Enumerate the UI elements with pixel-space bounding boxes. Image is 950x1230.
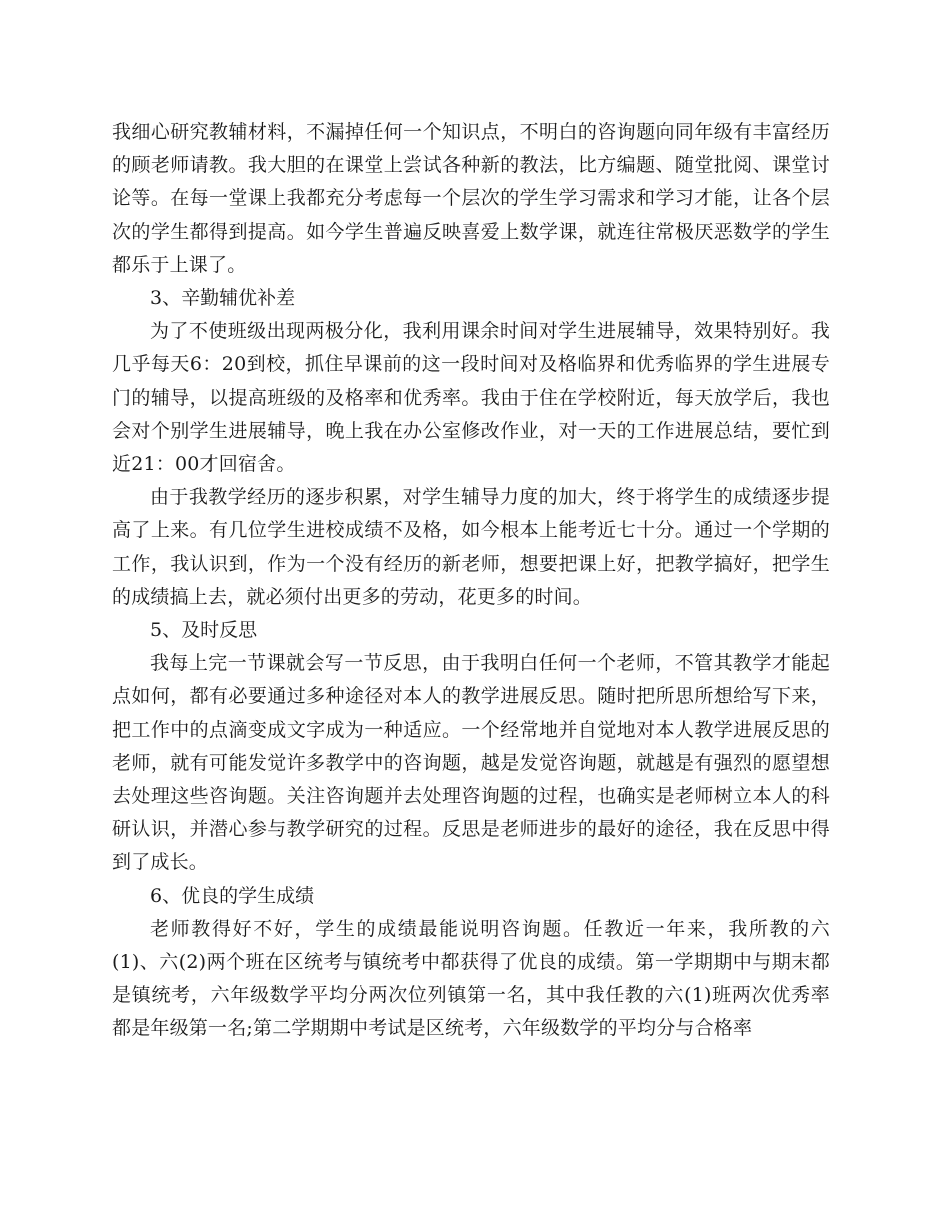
paragraph-tutoring: 为了不使班级出现两极分化，我利用课余时间对学生进展辅导，效果特别好。我几乎每天6：20到校，抓住早课前的这一段时间对及格临界和优秀临界的学生进展专门的辅导，以提高班级的及格率和优秀率。我由于住在学校附近，每天放学后，我也会对个别学生进展辅导，晚上我在办公室修改作业，对一天的工作进展总结，要忙到近21：00才回宿舍。 [112, 320, 830, 476]
section-heading-reflection: 5、及时反思 [150, 619, 258, 642]
document-body [112, 116, 830, 1046]
paragraph-reflection: 我每上完一节课就会写一节反思，由于我明白任何一个老师，不管其教学才能起点如何，都有必要通过多种途径对本人的教学进展反思。随时把所思所想给写下来，把工作中的点滴变成文字成为一种适应。一个经常地并自觉地对本人教学进展反思的老师，就有可能发觉许多教学中的咨询题，越是发觉咨询题，就越是有强烈的愿望想去处理这些咨询题。关注咨询题并去处理咨询题的过程，也确实是老师树立本人的科研认识，并潜心参与教学研究的过程。反思是老师进步的最好的途径，我在反思中得到了成长。 [112, 652, 830, 874]
paragraph-experience: 由于我教学经历的逐步积累，对学生辅导力度的加大，终于将学生的成绩逐步提高了上来。有几位学生进校成绩不及格，如今根本上能考近七十分。通过一个学期的工作，我认识到，作为一个没有经历的新老师，想要把课上好，把教学搞好，把学生的成绩搞上去，就必须付出更多的劳动，花更多的时间。 [112, 486, 830, 608]
section-heading-tutoring: 3、辛勤辅优补差 [150, 287, 296, 310]
section-heading-results: 6、优良的学生成绩 [150, 884, 315, 907]
paragraph-teaching-materials: 我细心研究教辅材料，不漏掉任何一个知识点，不明白的咨询题向同年级有丰富经历的顾老师请教。我大胆的在课堂上尝试各种新的教法，比方编题、随堂批阅、课堂讨论等。在每一堂课上我都充分考虑每一个层次的学生学习需求和学习才能，让各个层次的学生都得到提高。如今学生普遍反映喜爱上数学课，就连往常极厌恶数学的学生都乐于上课了。 [112, 121, 830, 276]
paragraph-results: 老师教得好不好，学生的成绩最能说明咨询题。任教近一年来，我所教的六(1)、六(2)两个班在区统考与镇统考中都获得了优良的成绩。第一学期期中与期末都是镇统考，六年级数学平均分两次位列镇第一名，其中我任教的六(1)班两次优秀率都是年级第一名;第二学期期中考试是区统考，六年级数学的平均分与合格率 [112, 917, 830, 1040]
